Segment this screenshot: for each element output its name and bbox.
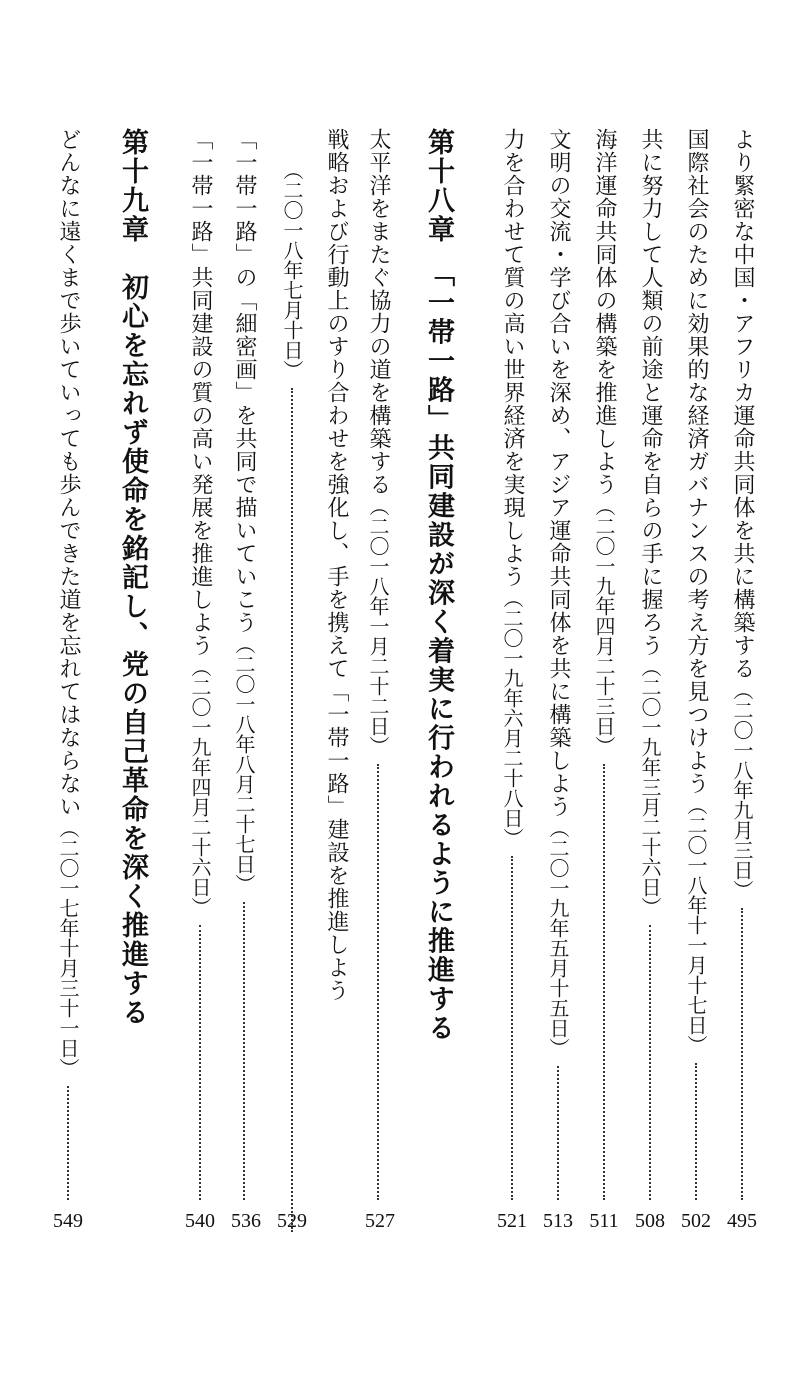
entry-date: （二〇一九年三月二十六日） (638, 657, 662, 917)
chapter-heading[interactable] (418, 128, 458, 1200)
page-number: 549 (53, 1210, 83, 1232)
entry-date: （二〇一九年五月十五日） (546, 818, 570, 1058)
toc-entry[interactable] (676, 128, 716, 1200)
page-number: 502 (681, 1210, 711, 1232)
chapter-title: 第十九章 初心を忘れず使命を銘記し、党の自己革命を深く推進する (117, 128, 148, 1027)
entry-date: （二〇一八年七月十日） (280, 160, 304, 380)
entry-date: （二〇一八年一月二十二日） (366, 496, 390, 756)
entry-title: 共に努力して人類の前途と運命を自らの手に握ろう (638, 128, 663, 657)
entry-date: （二〇一八年十一月十七日） (684, 795, 708, 1055)
entry-title: 戦略および行動上のすり合わせを強化し、手を携えて「一帯一路」建設を推進しよう (324, 128, 349, 1002)
entry-date: （二〇一七年十月三十一日） (56, 818, 80, 1078)
toc-entry[interactable] (584, 128, 624, 1200)
toc-entry[interactable] (180, 128, 220, 1200)
dot-leader (67, 1086, 69, 1200)
page-number: 513 (543, 1210, 573, 1232)
toc-entry[interactable] (48, 128, 88, 1200)
page-number: 536 (231, 1210, 261, 1232)
entry-title: 力を合わせて質の高い世界経済を実現しよう (500, 128, 525, 588)
dot-leader (741, 908, 743, 1200)
entry-title: どんなに遠くまで歩いていっても歩んできた道を忘れてはならない (56, 128, 81, 818)
entry-title: 文明の交流・学び合いを深め、アジア運命共同体を共に構築しよう (546, 128, 571, 818)
toc-entry[interactable] (492, 128, 532, 1200)
entry-date: （二〇一八年九月三日） (730, 680, 754, 900)
toc-entry[interactable] (538, 128, 578, 1200)
dot-leader (199, 925, 201, 1200)
chapter-heading[interactable] (112, 128, 152, 1200)
dot-leader (603, 764, 605, 1200)
entry-title: より緊密な中国・アフリカ運命共同体を共に構築する (730, 128, 755, 680)
entry-date: （二〇一九年四月二十六日） (188, 657, 212, 917)
page-number: 495 (727, 1210, 757, 1232)
toc-entry[interactable] (630, 128, 670, 1200)
entry-title: 国際社会のために効果的な経済ガバナンスの考え方を見つけよう (684, 128, 709, 795)
page-number: 521 (497, 1210, 527, 1232)
page-number: 511 (589, 1210, 619, 1232)
toc-entry[interactable] (224, 128, 264, 1200)
dot-leader (649, 925, 651, 1200)
chapter-title: 第十八章 「一帯一路」共同建設が深く着実に行われるように推進する (423, 128, 454, 1043)
toc-entry-line2[interactable] (272, 160, 312, 1232)
entry-date: （二〇一九年四月二十三日） (592, 496, 616, 756)
dot-leader (511, 856, 513, 1200)
page-number: 529 (277, 1210, 307, 1232)
dot-leader (557, 1066, 559, 1200)
entry-date: （二〇一九年六月二十八日） (500, 588, 524, 848)
entry-title: 太平洋をまたぐ協力の道を構築する (366, 128, 391, 496)
page-number: 527 (365, 1210, 395, 1232)
toc-entry-line1[interactable] (316, 128, 356, 1200)
entry-title: 「一帯一路」の「細密画」を共同で描いていこう (232, 128, 257, 634)
page-number: 508 (635, 1210, 665, 1232)
dot-leader (243, 902, 245, 1200)
dot-leader (291, 388, 293, 1232)
entry-date: （二〇一八年八月二十七日） (232, 634, 256, 894)
toc-entry[interactable] (722, 128, 762, 1200)
entry-title: 「一帯一路」共同建設の質の高い発展を推進しよう (188, 128, 213, 657)
dot-leader (377, 764, 379, 1200)
toc-entry[interactable] (358, 128, 398, 1200)
dot-leader (695, 1063, 697, 1200)
entry-title: 海洋運命共同体の構築を推進しよう (592, 128, 617, 496)
page-number: 540 (185, 1210, 215, 1232)
